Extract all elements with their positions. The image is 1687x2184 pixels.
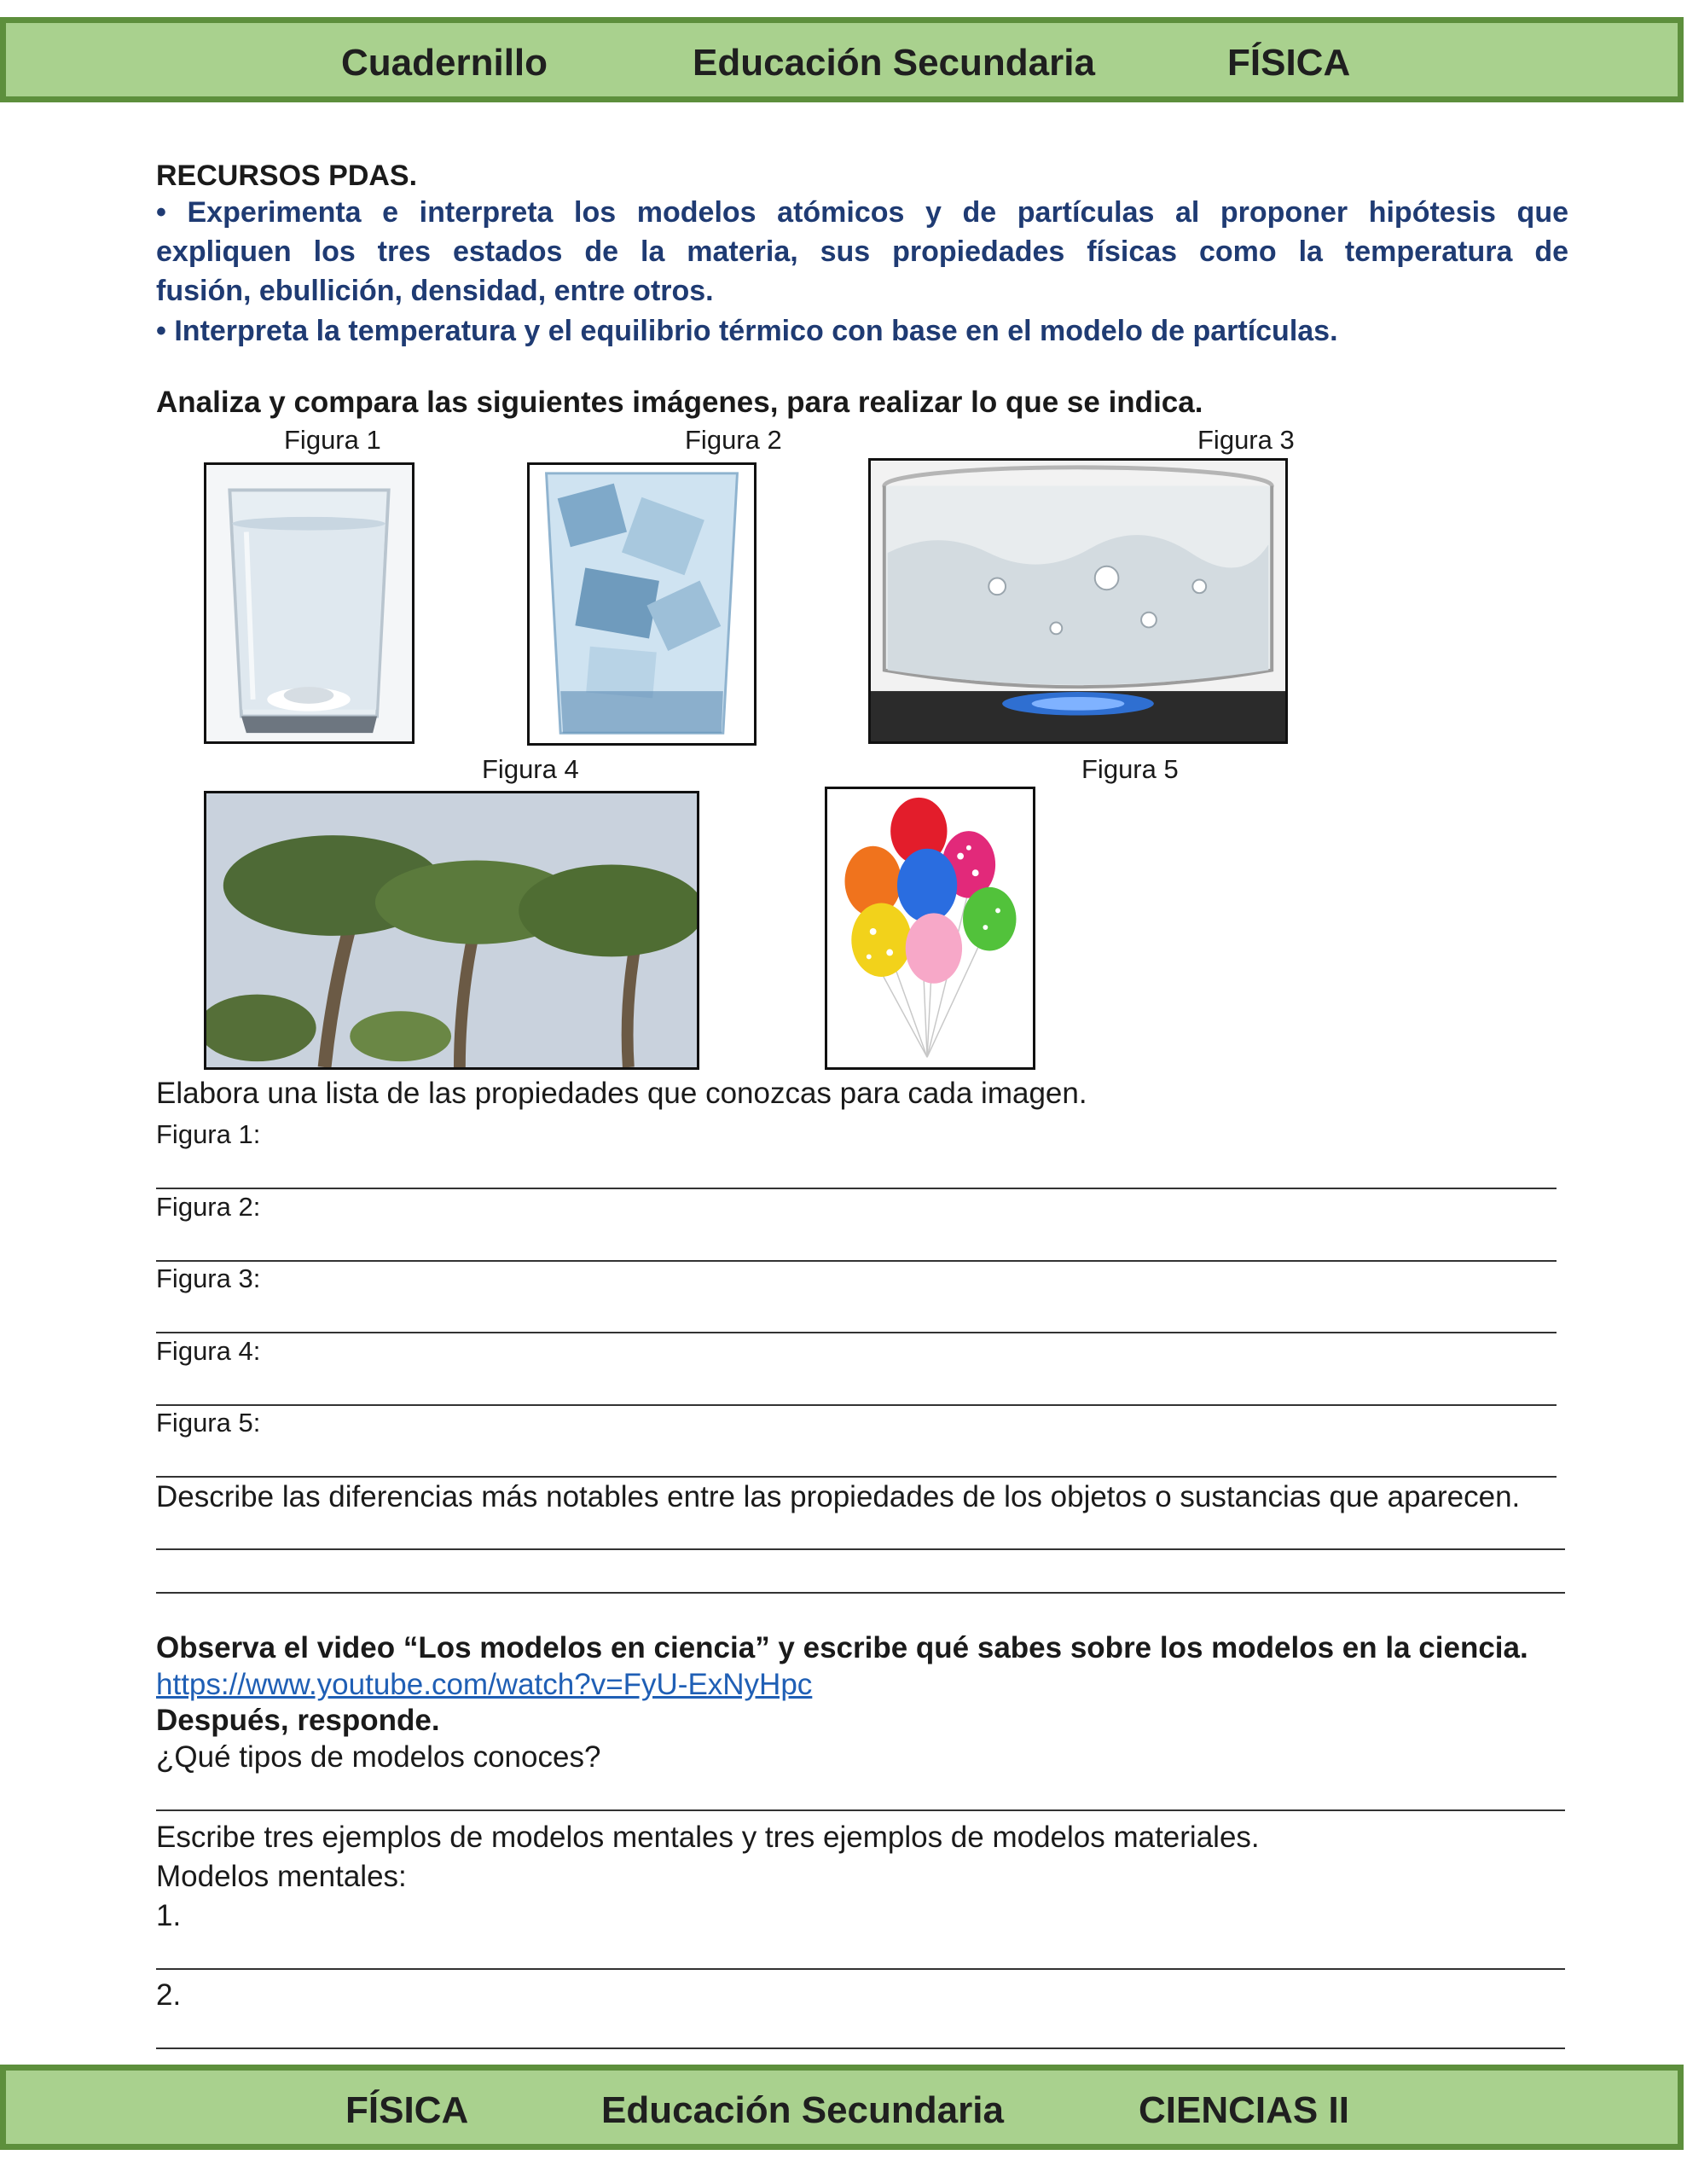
header-band bbox=[0, 17, 1684, 102]
instruction: Analiza y compara las siguientes imágenes, para realizar lo que se indica. bbox=[156, 386, 1203, 419]
video-link[interactable]: https://www.youtube.com/watch?v=FyU-ExNyHpc bbox=[156, 1668, 813, 1701]
figure-2-answer-line[interactable] bbox=[156, 1260, 1557, 1262]
after-heading: Después, responde. bbox=[156, 1704, 440, 1737]
figure-1-caption: Figura 1 bbox=[284, 425, 381, 455]
figure-1-glass-image bbox=[204, 462, 415, 744]
figure-3-answer-line[interactable] bbox=[156, 1332, 1557, 1333]
figure-1-label: Figura 1: bbox=[156, 1119, 261, 1149]
mental-model-answer-line-2[interactable] bbox=[156, 2048, 1565, 2049]
differences-prompt: Describe las diferencias más notables entre las propiedades de los objetos o sustancias que aparecen. bbox=[156, 1480, 1521, 1513]
model-types-answer-line[interactable] bbox=[156, 1809, 1565, 1811]
list-prompt: Elabora una lista de las propiedades que conozcas para cada imagen. bbox=[156, 1077, 1087, 1110]
figure-2-ice-glass-image bbox=[527, 462, 757, 746]
figure-2-label: Figura 2: bbox=[156, 1192, 261, 1222]
figure-3-boiling-pot-image bbox=[868, 458, 1288, 744]
footer-center: Educación Secundaria bbox=[601, 2089, 1004, 2131]
mental-models-label: Modelos mentales: bbox=[156, 1860, 407, 1893]
figure-4-answer-line[interactable] bbox=[156, 1404, 1557, 1406]
mental-model-number-2: 2. bbox=[156, 1978, 182, 2012]
figure-4-label: Figura 4: bbox=[156, 1336, 261, 1366]
figure-5-caption: Figura 5 bbox=[1081, 754, 1179, 784]
bullet-2: • Interpreta la temperatura y el equilibrio térmico con base en el modelo de partículas. bbox=[156, 315, 1338, 347]
differences-answer-line-1[interactable] bbox=[156, 1548, 1565, 1550]
mental-model-answer-line-1[interactable] bbox=[156, 1968, 1565, 1970]
header-right: FÍSICA bbox=[1227, 42, 1351, 84]
mental-model-number-1: 1. bbox=[156, 1899, 182, 1932]
question-model-types: ¿Qué tipos de modelos conoces? bbox=[156, 1740, 601, 1774]
differences-answer-line-2[interactable] bbox=[156, 1592, 1565, 1594]
footer-left: FÍSICA bbox=[345, 2089, 469, 2131]
header-center: Educación Secundaria bbox=[693, 42, 1095, 84]
figure-5-label: Figura 5: bbox=[156, 1408, 261, 1438]
header-left: Cuadernillo bbox=[341, 42, 548, 84]
figure-3-caption: Figura 3 bbox=[1197, 425, 1295, 455]
figure-5-answer-line[interactable] bbox=[156, 1476, 1557, 1478]
resources-title: RECURSOS PDAS. bbox=[156, 160, 418, 192]
figure-4-palm-trees-image bbox=[204, 791, 699, 1070]
question-examples: Escribe tres ejemplos de modelos mentales y tres ejemplos de modelos materiales. bbox=[156, 1821, 1260, 1854]
bullet-1-line-2: expliquen los tres estados de la materia, sus propiedades físicas como la temperatura de bbox=[156, 235, 1568, 268]
footer-right: CIENCIAS II bbox=[1139, 2089, 1349, 2131]
bullet-1-line-3: fusión, ebullición, densidad, entre otros. bbox=[156, 275, 714, 307]
figure-5-balloons-image bbox=[825, 787, 1035, 1070]
footer-band bbox=[0, 2065, 1684, 2150]
bullet-1-line-1: • Experimenta e interpreta los modelos atómicos y de partículas al proponer hipótesis que bbox=[156, 196, 1568, 229]
figure-3-label: Figura 3: bbox=[156, 1263, 261, 1293]
figure-4-caption: Figura 4 bbox=[482, 754, 579, 784]
video-instruction: Observa el video “Los modelos en ciencia” y escribe qué sabes sobre los modelos en la ciencia. bbox=[156, 1631, 1528, 1664]
figure-1-answer-line[interactable] bbox=[156, 1188, 1557, 1189]
figure-2-caption: Figura 2 bbox=[685, 425, 782, 455]
